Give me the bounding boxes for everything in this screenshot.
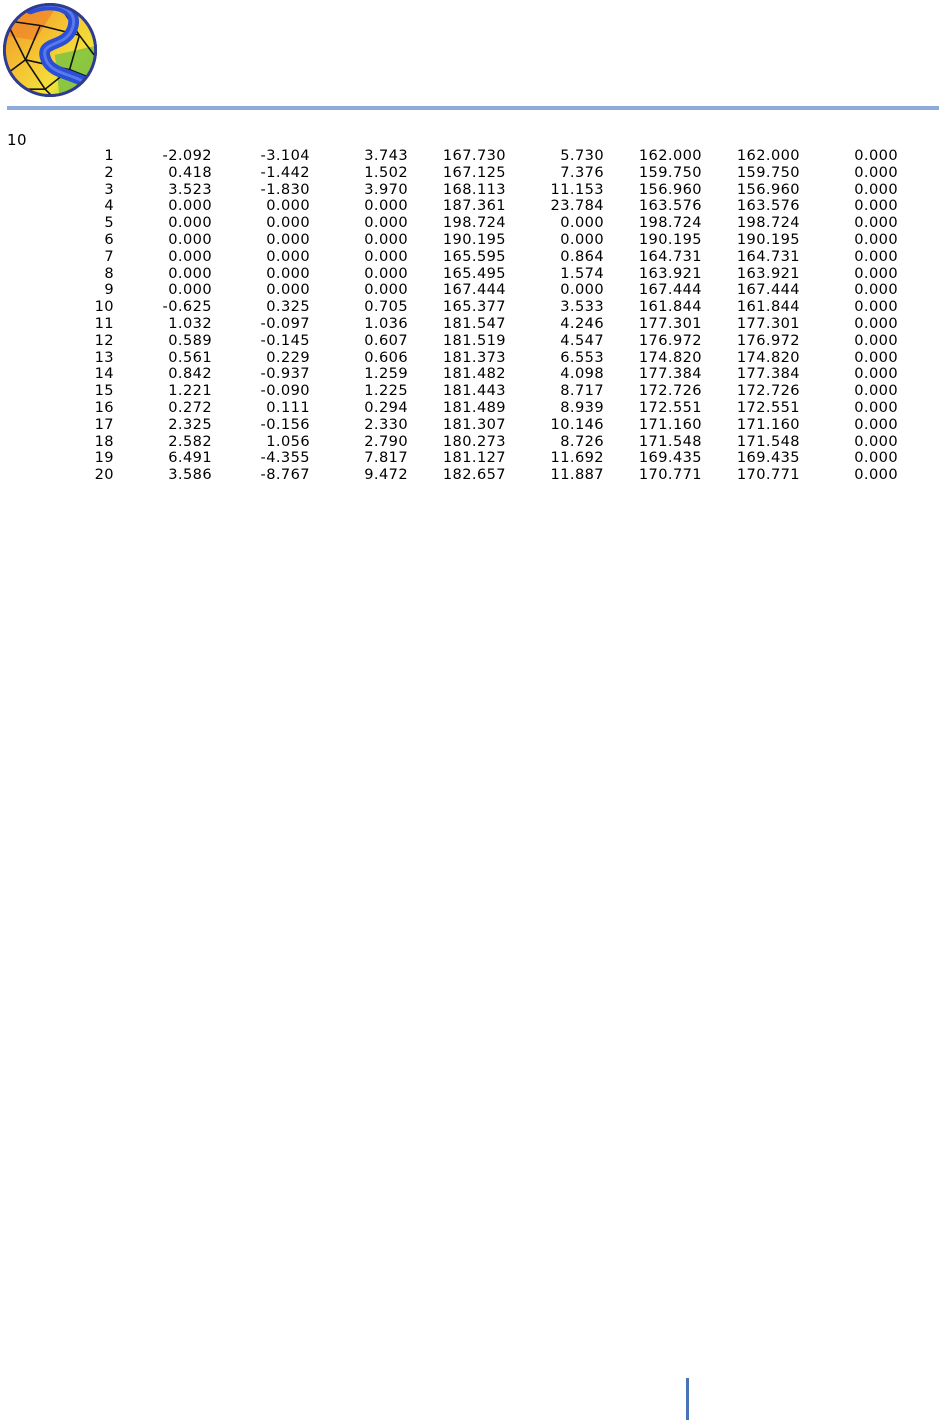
table-cell-node: 20 xyxy=(94,466,114,484)
table-row xyxy=(0,299,939,316)
table-cell-col-7: 163.921 xyxy=(638,264,702,282)
table-cell-uy: -1.442 xyxy=(260,163,310,181)
table-cell-col-5: 180.273 xyxy=(442,432,506,450)
table-cell-ux: -0.625 xyxy=(162,298,212,316)
table-cell-col-5: 165.495 xyxy=(442,264,506,282)
table-cell-uy: -4.355 xyxy=(260,449,310,467)
table-cell-col-7: 176.972 xyxy=(638,331,702,349)
table-cell-node: 1 xyxy=(104,147,114,164)
table-cell-col-7: 170.771 xyxy=(638,466,702,484)
table-cell-col-5: 165.377 xyxy=(442,298,506,316)
table-cell-ux: 0.000 xyxy=(168,264,212,282)
table-cell-col-9: 0.000 xyxy=(854,466,898,484)
table-cell-ux: 1.032 xyxy=(168,314,212,332)
table-row xyxy=(0,232,939,249)
table-cell-col-6: 8.717 xyxy=(560,382,604,400)
table-cell-ux: 0.000 xyxy=(168,197,212,215)
table-cell-col-7: 172.551 xyxy=(638,398,702,416)
table-cell-col-8: 163.921 xyxy=(736,264,800,282)
table-cell-col-8: 177.384 xyxy=(736,365,800,383)
table-cell-node: 3 xyxy=(104,180,114,198)
table-cell-col-6: 8.726 xyxy=(560,432,604,450)
table-cell-col-7: 177.384 xyxy=(638,365,702,383)
table-row xyxy=(0,467,939,484)
table-cell-ux: 1.221 xyxy=(168,382,212,400)
table-cell-col-6: 1.574 xyxy=(560,264,604,282)
table-cell-col-5: 181.443 xyxy=(442,382,506,400)
table-cell-col-6: 4.098 xyxy=(560,365,604,383)
table-cell-ux: 2.582 xyxy=(168,432,212,450)
table-cell-u-total: 0.000 xyxy=(364,197,408,215)
table-cell-uy: -0.145 xyxy=(260,331,310,349)
table-cell-ux: 2.325 xyxy=(168,415,212,433)
table-cell-u-total: 0.607 xyxy=(364,331,408,349)
table-cell-col-9: 0.000 xyxy=(854,298,898,316)
table-cell-col-8: 177.301 xyxy=(736,314,800,332)
table-cell-col-9: 0.000 xyxy=(854,398,898,416)
table-row xyxy=(0,198,939,215)
table-cell-uy: 0.000 xyxy=(266,281,310,299)
table-cell-col-9: 0.000 xyxy=(854,180,898,198)
table-cell-u-total: 0.000 xyxy=(364,281,408,299)
table-cell-col-8: 190.195 xyxy=(736,230,800,248)
table-cell-col-9: 0.000 xyxy=(854,348,898,366)
table-cell-u-total: 0.000 xyxy=(364,264,408,282)
table-cell-col-8: 172.551 xyxy=(736,398,800,416)
table-cell-node: 4 xyxy=(104,197,114,215)
table-cell-node: 13 xyxy=(94,348,114,366)
table-cell-col-5: 167.444 xyxy=(442,281,506,299)
table-cell-u-total: 0.000 xyxy=(364,230,408,248)
table-cell-col-8: 169.435 xyxy=(736,449,800,467)
table-cell-u-total: 3.970 xyxy=(364,180,408,198)
table-cell-node: 18 xyxy=(94,432,114,450)
table-cell-ux: 0.418 xyxy=(168,163,212,181)
table-row xyxy=(0,266,939,283)
table-cell-ux: 0.000 xyxy=(168,214,212,232)
table-cell-col-7: 172.726 xyxy=(638,382,702,400)
header-divider xyxy=(7,106,939,110)
table-row xyxy=(0,249,939,266)
table-cell-node: 15 xyxy=(94,382,114,400)
table-cell-col-8: 171.160 xyxy=(736,415,800,433)
table-cell-u-total: 0.000 xyxy=(364,247,408,265)
table-row xyxy=(0,215,939,232)
table-cell-uy: 0.000 xyxy=(266,197,310,215)
table-cell-col-8: 163.576 xyxy=(736,197,800,215)
table-cell-uy: 0.111 xyxy=(266,398,310,416)
table-cell-col-6: 5.730 xyxy=(560,147,604,164)
table-cell-col-7: 162.000 xyxy=(638,147,702,164)
table-cell-col-9: 0.000 xyxy=(854,449,898,467)
table-cell-u-total: 7.817 xyxy=(364,449,408,467)
table-cell-uy: -0.937 xyxy=(260,365,310,383)
table-cell-col-7: 161.844 xyxy=(638,298,702,316)
table-cell-uy: -0.097 xyxy=(260,314,310,332)
table-cell-col-8: 164.731 xyxy=(736,247,800,265)
table-cell-node: 16 xyxy=(94,398,114,416)
table-cell-col-7: 163.576 xyxy=(638,197,702,215)
table-cell-node: 11 xyxy=(94,314,114,332)
table-cell-ux: 3.523 xyxy=(168,180,212,198)
table-cell-uy: -1.830 xyxy=(260,180,310,198)
table-cell-col-8: 170.771 xyxy=(736,466,800,484)
table-cell-col-5: 190.195 xyxy=(442,230,506,248)
table-cell-col-8: 156.960 xyxy=(736,180,800,198)
table-cell-node: 17 xyxy=(94,415,114,433)
table-cell-uy: 0.229 xyxy=(266,348,310,366)
section-number: 10 xyxy=(7,131,27,149)
table-cell-col-7: 177.301 xyxy=(638,314,702,332)
table-cell-col-7: 159.750 xyxy=(638,163,702,181)
table-cell-col-7: 171.548 xyxy=(638,432,702,450)
table-cell-uy: 0.000 xyxy=(266,230,310,248)
table-cell-ux: 6.491 xyxy=(168,449,212,467)
table-cell-u-total: 0.606 xyxy=(364,348,408,366)
table-cell-uy: 0.000 xyxy=(266,247,310,265)
table-row xyxy=(0,366,939,383)
table-cell-col-6: 6.553 xyxy=(560,348,604,366)
table-cell-ux: 0.589 xyxy=(168,331,212,349)
table-cell-ux: 0.000 xyxy=(168,247,212,265)
table-cell-u-total: 2.330 xyxy=(364,415,408,433)
table-cell-col-5: 181.547 xyxy=(442,314,506,332)
table-cell-col-8: 162.000 xyxy=(736,147,800,164)
table-cell-col-7: 167.444 xyxy=(638,281,702,299)
table-cell-col-9: 0.000 xyxy=(854,197,898,215)
table-cell-col-9: 0.000 xyxy=(854,281,898,299)
table-cell-col-5: 181.307 xyxy=(442,415,506,433)
table-cell-ux: -2.092 xyxy=(162,147,212,164)
table-cell-uy: 0.325 xyxy=(266,298,310,316)
table-cell-u-total: 0.000 xyxy=(364,214,408,232)
table-cell-col-8: 161.844 xyxy=(736,298,800,316)
table-cell-uy: 1.056 xyxy=(266,432,310,450)
table-cell-col-8: 176.972 xyxy=(736,331,800,349)
table-cell-col-9: 0.000 xyxy=(854,230,898,248)
table-cell-col-9: 0.000 xyxy=(854,365,898,383)
table-cell-col-5: 181.489 xyxy=(442,398,506,416)
table-cell-u-total: 0.705 xyxy=(364,298,408,316)
table-cell-col-8: 167.444 xyxy=(736,281,800,299)
table-cell-col-7: 169.435 xyxy=(638,449,702,467)
table-cell-ux: 0.272 xyxy=(168,398,212,416)
table-cell-col-6: 7.376 xyxy=(560,163,604,181)
table-cell-col-9: 0.000 xyxy=(854,264,898,282)
table-cell-col-6: 3.533 xyxy=(560,298,604,316)
table-row xyxy=(0,165,939,182)
table-cell-node: 6 xyxy=(104,230,114,248)
table-cell-col-8: 198.724 xyxy=(736,214,800,232)
table-cell-col-7: 198.724 xyxy=(638,214,702,232)
table-cell-col-5: 165.595 xyxy=(442,247,506,265)
table-cell-col-7: 156.960 xyxy=(638,180,702,198)
table-cell-node: 14 xyxy=(94,365,114,383)
table-cell-col-9: 0.000 xyxy=(854,415,898,433)
table-cell-col-9: 0.000 xyxy=(854,314,898,332)
table-row xyxy=(0,434,939,451)
table-cell-node: 2 xyxy=(104,163,114,181)
table-row xyxy=(0,417,939,434)
table-cell-col-9: 0.000 xyxy=(854,331,898,349)
table-cell-col-5: 168.113 xyxy=(442,180,506,198)
table-cell-node: 9 xyxy=(104,281,114,299)
table-cell-col-5: 182.657 xyxy=(442,466,506,484)
table-cell-col-9: 0.000 xyxy=(854,432,898,450)
table-row xyxy=(0,450,939,467)
table-cell-u-total: 9.472 xyxy=(364,466,408,484)
table-cell-u-total: 1.036 xyxy=(364,314,408,332)
table-cell-col-6: 0.864 xyxy=(560,247,604,265)
table-cell-col-8: 171.548 xyxy=(736,432,800,450)
table-cell-col-7: 174.820 xyxy=(638,348,702,366)
table-cell-col-5: 167.730 xyxy=(442,147,506,164)
table-cell-node: 8 xyxy=(104,264,114,282)
table-row xyxy=(0,182,939,199)
table-cell-node: 10 xyxy=(94,298,114,316)
table-cell-col-5: 181.519 xyxy=(442,331,506,349)
table-cell-uy: 0.000 xyxy=(266,214,310,232)
table-row xyxy=(0,316,939,333)
table-cell-node: 7 xyxy=(104,247,114,265)
table-cell-col-6: 11.692 xyxy=(550,449,604,467)
table-cell-col-7: 164.731 xyxy=(638,247,702,265)
table-cell-u-total: 0.294 xyxy=(364,398,408,416)
table-cell-node: 19 xyxy=(94,449,114,467)
table-cell-uy: -3.104 xyxy=(260,147,310,164)
table-cell-col-6: 0.000 xyxy=(560,230,604,248)
table-row xyxy=(0,400,939,417)
table-cell-uy: -0.090 xyxy=(260,382,310,400)
table-row xyxy=(0,282,939,299)
table-cell-col-7: 190.195 xyxy=(638,230,702,248)
table-cell-uy: -0.156 xyxy=(260,415,310,433)
table-cell-col-9: 0.000 xyxy=(854,247,898,265)
table-row xyxy=(0,333,939,350)
table-cell-ux: 0.000 xyxy=(168,230,212,248)
table-cell-ux: 0.561 xyxy=(168,348,212,366)
table-cell-col-8: 174.820 xyxy=(736,348,800,366)
table-cell-uy: -8.767 xyxy=(260,466,310,484)
table-cell-col-9: 0.000 xyxy=(854,147,898,164)
table-cell-col-5: 187.361 xyxy=(442,197,506,215)
table-cell-node: 5 xyxy=(104,214,114,232)
table-cell-col-6: 11.153 xyxy=(550,180,604,198)
footer-page-bar xyxy=(686,1378,689,1420)
table-cell-col-5: 181.127 xyxy=(442,449,506,467)
table-cell-uy: 0.000 xyxy=(266,264,310,282)
table-cell-col-5: 198.724 xyxy=(442,214,506,232)
table-cell-u-total: 1.502 xyxy=(364,163,408,181)
table-cell-col-5: 167.125 xyxy=(442,163,506,181)
table-cell-col-6: 4.547 xyxy=(560,331,604,349)
table-row xyxy=(0,148,939,165)
table-cell-ux: 0.842 xyxy=(168,365,212,383)
table-cell-col-9: 0.000 xyxy=(854,214,898,232)
table-cell-col-6: 0.000 xyxy=(560,281,604,299)
table-cell-col-7: 171.160 xyxy=(638,415,702,433)
table-cell-col-8: 172.726 xyxy=(736,382,800,400)
table-cell-col-6: 10.146 xyxy=(550,415,604,433)
table-cell-node: 12 xyxy=(94,331,114,349)
table-cell-ux: 3.586 xyxy=(168,466,212,484)
table-cell-col-6: 11.887 xyxy=(550,466,604,484)
table-cell-u-total: 1.225 xyxy=(364,382,408,400)
table-cell-u-total: 1.259 xyxy=(364,365,408,383)
table-cell-col-9: 0.000 xyxy=(854,163,898,181)
table-cell-col-6: 0.000 xyxy=(560,214,604,232)
table-cell-u-total: 3.743 xyxy=(364,147,408,164)
table-cell-col-6: 8.939 xyxy=(560,398,604,416)
table-cell-col-5: 181.482 xyxy=(442,365,506,383)
table-row xyxy=(0,383,939,400)
table-cell-col-5: 181.373 xyxy=(442,348,506,366)
table-cell-u-total: 2.790 xyxy=(364,432,408,450)
table-cell-col-9: 0.000 xyxy=(854,382,898,400)
table-cell-col-8: 159.750 xyxy=(736,163,800,181)
table-cell-col-6: 4.246 xyxy=(560,314,604,332)
robot-structural-analysis-logo-icon xyxy=(1,1,99,99)
table-cell-ux: 0.000 xyxy=(168,281,212,299)
results-table xyxy=(0,148,939,484)
table-row xyxy=(0,350,939,367)
table-cell-col-6: 23.784 xyxy=(550,197,604,215)
